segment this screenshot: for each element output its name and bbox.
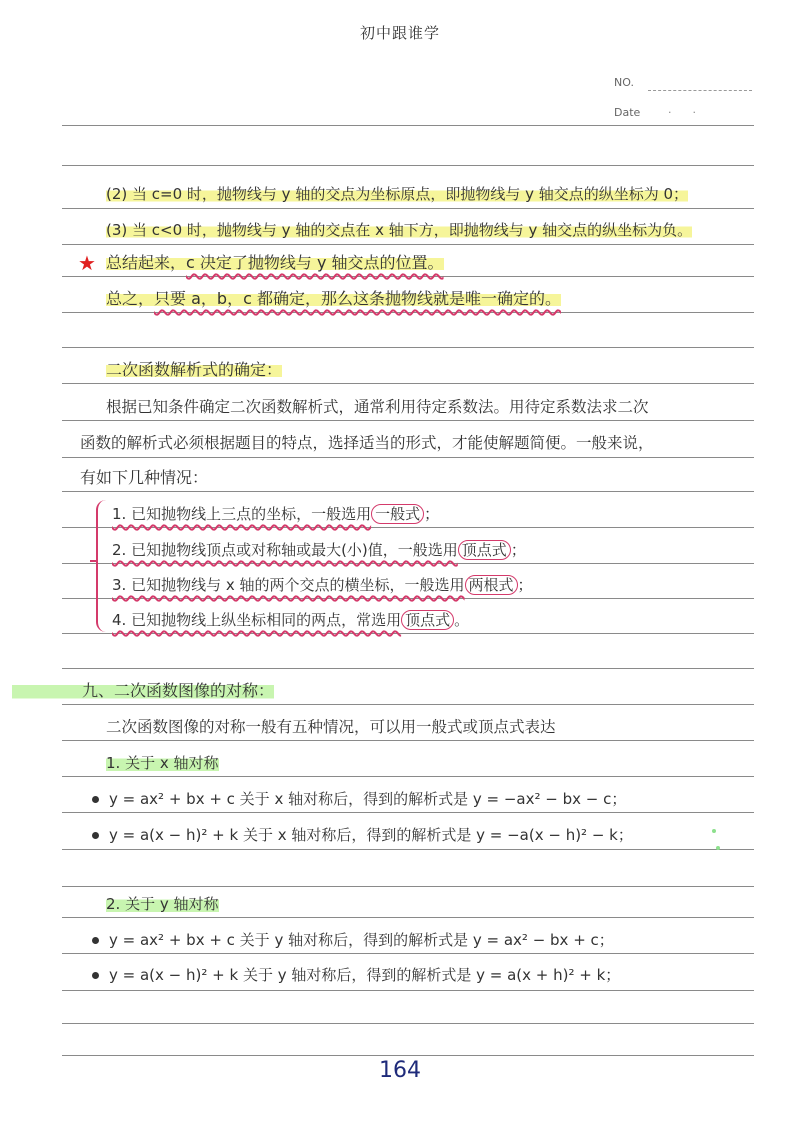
paragraph-line-1 xyxy=(62,387,754,421)
y-axis-formula-1: y = ax² + bx + c 关于 y 轴对称后，得到的解析式是 y = ax² − bx + c； xyxy=(109,931,614,949)
x-axis-bullet-2 xyxy=(62,815,754,849)
case-4-desc: 4. 已知抛物线上纵坐标相同的两点，常选用 xyxy=(112,611,402,629)
line-c-negative-text: (3) 当 c<0 时，抛物线与 y 轴的交点在 x 轴下方，即抛物线与 y 轴交点的纵坐标为负。 xyxy=(106,221,693,239)
bullet-icon xyxy=(92,796,99,803)
case-2-end: ； xyxy=(510,541,526,559)
notebook-date-label: Date xyxy=(614,106,641,119)
paragraph-text-3: 有如下几种情况： xyxy=(80,468,209,487)
y-axis-subheading xyxy=(62,884,754,918)
paragraph-text-1: 根据已知条件确定二次函数解析式，通常利用待定系数法。用待定系数法求二次 xyxy=(106,398,649,416)
case-item-4 xyxy=(62,600,754,634)
y-axis-bullet-1-text xyxy=(92,929,614,950)
section-heading-symmetry xyxy=(62,671,754,705)
notebook-no-label: NO. xyxy=(614,76,634,89)
x-axis-bullet-1-text xyxy=(92,788,626,809)
ruled-line xyxy=(62,1055,754,1056)
case-item-1 xyxy=(62,494,754,528)
ruled-line xyxy=(62,165,754,166)
paragraph-text-2: 函数的解析式必须根据题目的特点，选择适当的形式，才能使解题简便。一般来说， xyxy=(80,434,654,452)
case-3-desc: 3. 已知抛物线与 x 轴的两个交点的横坐标，一般选用 xyxy=(112,576,465,594)
ruled-line xyxy=(62,990,754,991)
paragraph-line-2 xyxy=(62,423,754,457)
page-number: 164 xyxy=(379,1058,421,1083)
line-conclusion xyxy=(62,279,754,313)
ruled-line xyxy=(62,208,754,209)
summary-main: c 决定了抛物线与 y 轴交点的位置。 xyxy=(186,253,444,272)
y-axis-bullet-2-text xyxy=(92,964,620,985)
y-axis-bullet-1 xyxy=(62,920,754,954)
case-item-2 xyxy=(62,530,754,564)
line-c-zero-text: (2) 当 c=0 时，抛物线与 y 轴的交点为坐标原点，即抛物线与 y 轴交点的纵坐标为 0； xyxy=(106,185,689,203)
ruled-line xyxy=(62,125,754,126)
case-item-3 xyxy=(62,565,754,599)
ruled-line xyxy=(62,668,754,669)
green-dot-decoration xyxy=(712,829,716,833)
case-4-key: 顶点式 xyxy=(401,610,454,630)
bullet-icon xyxy=(92,832,99,839)
case-4-end: 。 xyxy=(454,611,470,629)
bullet-icon xyxy=(92,937,99,944)
symmetry-intro-text: 二次函数图像的对称一般有五种情况，可以用一般式或顶点式表达 xyxy=(106,718,556,736)
summary-text xyxy=(106,250,444,273)
case-2-key: 顶点式 xyxy=(458,540,511,560)
symmetry-heading-text: 九、二次函数图像的对称： xyxy=(12,678,274,701)
case-1-text xyxy=(112,503,439,524)
case-4-text xyxy=(112,609,469,630)
section-heading-text: 二次函数解析式的确定： xyxy=(106,357,282,380)
conclusion-prefix: 总之， xyxy=(106,289,155,308)
line-summary xyxy=(62,243,754,277)
bullet-icon xyxy=(92,972,99,979)
line-c-negative xyxy=(62,210,754,244)
notebook-date-dots: · · xyxy=(668,106,696,119)
ruled-line xyxy=(62,849,754,850)
line-c-zero xyxy=(62,174,754,208)
y-axis-formula-2: y = a(x − h)² + k 关于 y 轴对称后，得到的解析式是 y = a(x + h)² + k； xyxy=(109,966,621,984)
case-2-desc: 2. 已知抛物线顶点或对称轴或最大(小)值，一般选用 xyxy=(112,541,458,559)
x-axis-subheading-text: 1. 关于 x 轴对称 xyxy=(106,754,219,772)
y-axis-subheading-text: 2. 关于 y 轴对称 xyxy=(106,895,219,913)
star-icon: ★ xyxy=(78,251,96,275)
paragraph-line-3 xyxy=(62,458,754,492)
conclusion-text xyxy=(106,286,561,309)
x-axis-formula-1: y = ax² + bx + c 关于 x 轴对称后，得到的解析式是 y = −ax² − bx − c； xyxy=(109,790,627,808)
page-header: 初中跟谁学 xyxy=(359,24,440,42)
case-3-end: ； xyxy=(517,576,533,594)
case-3-text xyxy=(112,574,533,595)
green-dot-decoration xyxy=(716,846,720,850)
case-1-desc: 1. 已知抛物线上三点的坐标，一般选用 xyxy=(112,505,372,523)
summary-prefix: 总结起来， xyxy=(106,253,187,272)
notebook-no-dotline xyxy=(648,90,752,91)
case-1-end: ； xyxy=(424,505,440,523)
ruled-line xyxy=(62,347,754,348)
conclusion-main: 只要 a，b，c 都确定，那么这条抛物线就是唯一确定的。 xyxy=(154,289,561,308)
case-3-key: 两根式 xyxy=(465,575,518,595)
case-2-text xyxy=(112,539,526,560)
x-axis-bullet-2-text xyxy=(92,824,633,845)
symmetry-intro-line xyxy=(62,707,754,741)
x-axis-bullet-1 xyxy=(62,779,754,813)
section-heading-determination xyxy=(62,350,754,384)
case-1-key: 一般式 xyxy=(371,504,424,524)
x-axis-subheading xyxy=(62,743,754,777)
x-axis-formula-2: y = a(x − h)² + k 关于 x 轴对称后，得到的解析式是 y = −a(x − h)² − k； xyxy=(109,826,633,844)
y-axis-bullet-2 xyxy=(62,955,754,989)
ruled-line xyxy=(62,1023,754,1024)
